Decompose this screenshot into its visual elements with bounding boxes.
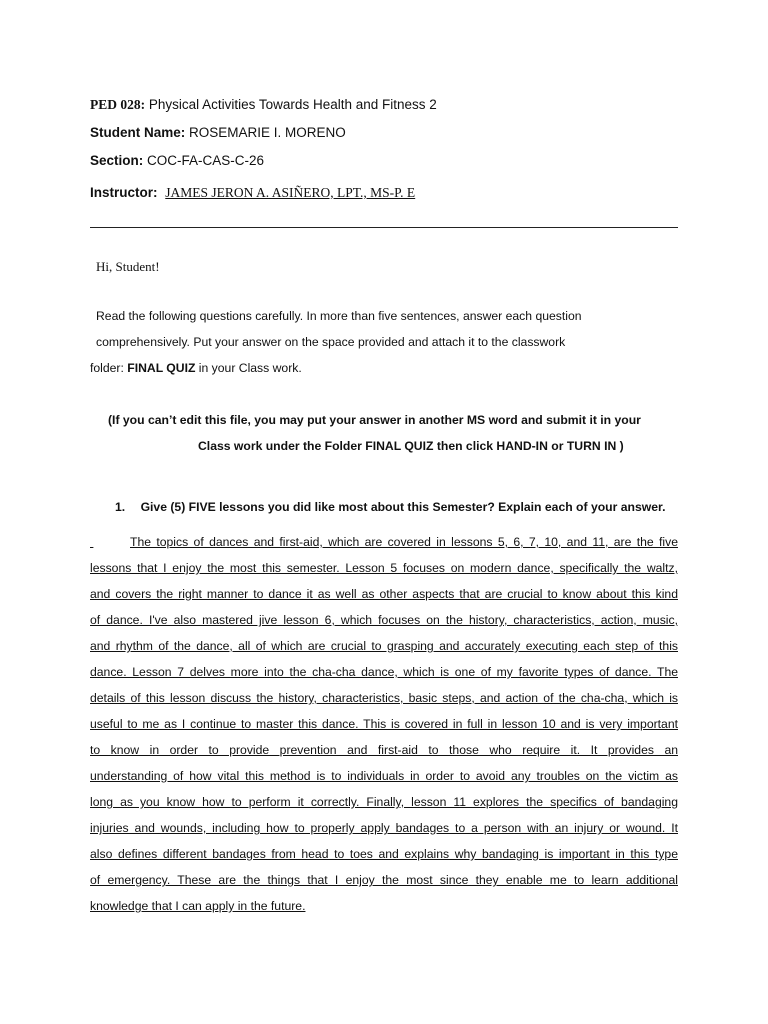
answer-line: injuries and wounds, including how to properly apply bandages to a person with an injury or wound. It xyxy=(90,821,678,835)
final-quiz-folder: FINAL QUIZ xyxy=(127,361,196,375)
course-code: PED 028: xyxy=(90,97,146,112)
answer-line: long as you know how to perform it correctly. Finally, lesson 11 explores the specifics of bandaging xyxy=(90,795,678,809)
answer-line: knowledge that I can apply in the future. xyxy=(90,899,306,913)
answer-indent xyxy=(90,535,130,549)
section-label: Section: xyxy=(90,153,144,168)
header-divider xyxy=(90,227,678,228)
question-1 xyxy=(115,500,665,514)
student-name: ROSEMARIE I. MORENO xyxy=(185,125,346,140)
instructor-label: Instructor: xyxy=(90,185,158,200)
answer-line: also defines different bandages from head to toes and explains why bandaging is important in this type xyxy=(90,847,678,861)
section-line xyxy=(90,153,264,168)
instructions-prefix: folder: xyxy=(90,361,128,375)
instructor-line xyxy=(90,185,415,201)
answer-line xyxy=(90,535,678,549)
student-label: Student Name: xyxy=(90,125,186,140)
answer-line: understanding of how vital this method is to individuals in order to avoid any troubles on the victim as xyxy=(90,769,678,783)
answer-line: and covers the right manner to dance it as well as other aspects that are crucial to know about this kind xyxy=(90,587,678,601)
note-line-2: Class work under the Folder FINAL QUIZ then click HAND-IN or TURN IN ) xyxy=(198,439,624,453)
instructions-line-2: comprehensively. Put your answer on the space provided and attach it to the classwork xyxy=(96,335,566,349)
answer-text: The topics of dances and first-aid, which are covered in lessons 5, 6, 7, 10, and 11, are the five xyxy=(130,535,678,549)
instructor-name: JAMES JERON A. ASIÑERO, LPT., MS-P. E xyxy=(165,185,416,200)
answer-line: useful to me as I continue to master this dance. This is covered in full in lesson 10 and is very important xyxy=(90,717,678,731)
answer-line: to know in order to provide prevention and first-aid to those who require it. It provides an xyxy=(90,743,678,757)
greeting: Hi, Student! xyxy=(96,259,160,274)
instructions-line-1: Read the following questions carefully. In more than five sentences, answer each question xyxy=(96,309,582,323)
answer-line: lessons that I enjoy the most this semester. Lesson 5 focuses on modern dance, specifically the waltz, xyxy=(90,561,678,575)
question-text: Give (5) FIVE lessons you did like most about this Semester? Explain each of your answer. xyxy=(140,500,666,514)
answer-line: of dance. I've also mastered jive lesson 6, which focuses on the history, characteristics, action, music, xyxy=(90,613,678,627)
student-line xyxy=(90,125,346,140)
course-title: Physical Activities Towards Health and Fitness 2 xyxy=(145,97,437,112)
section-value: COC-FA-CAS-C-26 xyxy=(143,153,265,168)
answer-line: details of this lesson discuss the history, characteristics, basic steps, and action of the cha-cha, which is xyxy=(90,691,678,705)
question-number: 1. xyxy=(115,500,126,514)
instructions-suffix: in your Class work. xyxy=(195,361,302,375)
instructions-line-3 xyxy=(90,361,302,375)
answer-line: and rhythm of the dance, all of which are crucial to grasping and accurately executing each step of this xyxy=(90,639,678,653)
answer-line: dance. Lesson 7 delves more into the cha-cha dance, which is one of my favorite types of dance. The xyxy=(90,665,678,679)
note-line-1: (If you can’t edit this file, you may put your answer in another MS word and submit it in your xyxy=(108,413,641,427)
course-line xyxy=(90,97,437,113)
answer-line: of emergency. These are the things that I enjoy the most since they enable me to learn additional xyxy=(90,873,678,887)
